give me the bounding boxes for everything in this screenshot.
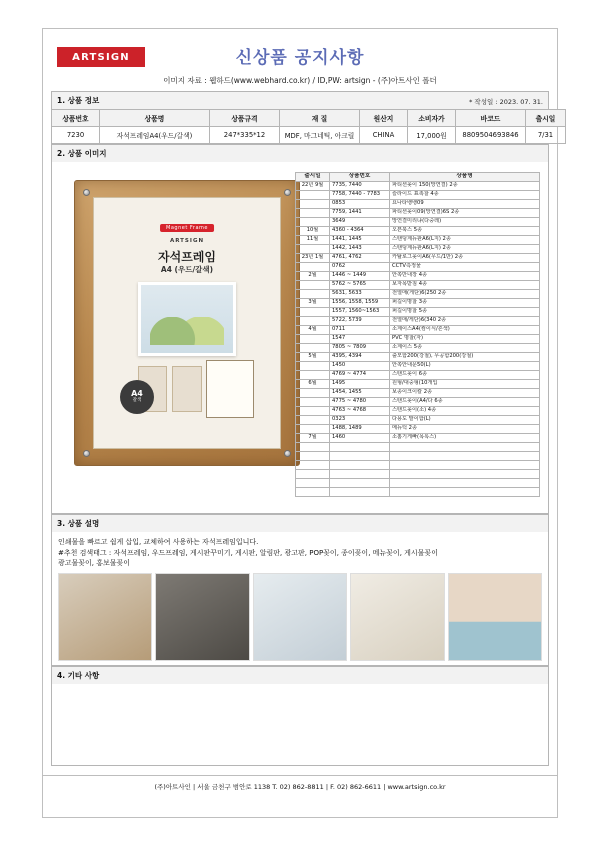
cell-release-month [296, 389, 330, 398]
table-row [296, 335, 540, 344]
cell-release-month [296, 218, 330, 227]
col-release-month: 출시일 [296, 173, 330, 182]
cell-product-no: 7230 [52, 127, 100, 144]
cell-release-number: 4360 - 4364 [330, 227, 390, 236]
photo-thumb [172, 366, 201, 412]
cell-release-month [296, 335, 330, 344]
cell-release-number: 1547 [330, 335, 390, 344]
screw-icon [83, 450, 90, 457]
cell-release-name: 스탠드꽂이(A4/다 6종 [390, 398, 540, 407]
cell-release-number: 1488, 1489 [330, 425, 390, 434]
cell-release-number: 3649 [330, 218, 390, 227]
table-row [296, 344, 540, 353]
table-row [296, 488, 540, 497]
table-row [296, 191, 540, 200]
table-row [52, 127, 566, 144]
cell-barcode: 8809504693846 [456, 127, 526, 144]
cell-release-number: 1441, 1445 [330, 236, 390, 245]
cell-release-month: 6월 [296, 380, 330, 389]
table-row [296, 245, 540, 254]
cell-release-number: 1460 [330, 434, 390, 443]
cell-release-month [296, 479, 330, 488]
cell-release-number: 1442, 1443 [330, 245, 390, 254]
cell-release-month [296, 290, 330, 299]
cell-release-number: 7805 ~ 7809 [330, 344, 390, 353]
cell-release-number: 5631, 5633 [330, 290, 390, 299]
cell-release-name: 퍼길이명찰 3종 [390, 299, 540, 308]
description-tags-line-2: 광고물꽂이, 홍보물꽂이 [58, 559, 131, 567]
table-row [296, 272, 540, 281]
table-header-row [52, 110, 566, 127]
cell-release-name: 스탠딩계뉴판A6(L지) 2종 [390, 236, 540, 245]
footer-text: (주)아트사인 | 서울 금천구 범안로 1138 T. 02) 862-8811 | F. 02) 862-6611 | www.artsign.co.kr [154, 783, 446, 791]
col-release-number: 상품번호 [330, 173, 390, 182]
cell-release-month [296, 209, 330, 218]
cell-release-number: 4395, 4394 [330, 353, 390, 362]
description-gallery [58, 573, 542, 661]
product-image-section [51, 162, 549, 514]
cell-release-name: 보종이크이칼 2종 [390, 389, 540, 398]
cell-release-name: 원형/대중형(10개입 [390, 380, 540, 389]
screw-icon [83, 189, 90, 196]
photo-ribbon-label: Magnet Frame [160, 224, 214, 232]
size-badge [120, 380, 154, 414]
table-row [296, 326, 540, 335]
cell-release-month [296, 317, 330, 326]
cell-release-month [296, 191, 330, 200]
cell-release-month: 10월 [296, 227, 330, 236]
table-row [296, 434, 540, 443]
table-row [296, 407, 540, 416]
cell-release-month [296, 308, 330, 317]
cell-release-month: 22년 9월 [296, 182, 330, 191]
cell-release-name [390, 452, 540, 461]
photo-product-sub: A4 (우드/갈색) [160, 265, 214, 274]
table-row [296, 263, 540, 272]
table-row [296, 380, 540, 389]
cell-release-month [296, 245, 330, 254]
size-badge-bottom: 갈색 [132, 397, 142, 403]
screw-icon [284, 189, 291, 196]
cell-release-number: 7759, 1441 [330, 209, 390, 218]
photo-brand-label: ARTSIGN [169, 238, 205, 244]
table-row [296, 371, 540, 380]
cell-release-name: 카탈로그꽂이A6(우드/1만) 2종 [390, 254, 540, 263]
cell-release-number: 0323 [330, 416, 390, 425]
table-row [296, 281, 540, 290]
table-row [296, 236, 540, 245]
cell-release-name: 요나타뱅뱅09 [390, 200, 540, 209]
section-header-etc: 4. 기타 사항 [51, 666, 549, 684]
cell-release-name: 파티션꽂이 150(망연결) 2종 [390, 182, 540, 191]
cell-release-number: 0711 [330, 326, 390, 335]
table-row [296, 218, 540, 227]
cell-release-month [296, 200, 330, 209]
cell-release-month: 4월 [296, 326, 330, 335]
table-row [296, 299, 540, 308]
cell-price: 17,000원 [408, 127, 456, 144]
section-header-image: 2. 상품 이미지 [51, 144, 549, 162]
gallery-image [155, 573, 249, 661]
table-row [296, 452, 540, 461]
cell-material: MDF, 마그네틱, 아크릴 [280, 127, 360, 144]
cell-release-number: 1556, 1558, 1559 [330, 299, 390, 308]
col-release-name: 상품명 [390, 173, 540, 182]
cell-release-name [390, 479, 540, 488]
cell-release-month [296, 263, 330, 272]
description-block [51, 532, 549, 666]
cell-release-name: 스탠딩계뉴판A6(L지) 2종 [390, 245, 540, 254]
table-row [296, 353, 540, 362]
table-header-row [296, 173, 540, 182]
cell-release-month [296, 452, 330, 461]
document-sheet [42, 28, 558, 818]
cell-release-number: 4775 ~ 4780 [330, 398, 390, 407]
cell-release-month [296, 344, 330, 353]
cell-release-number: 5762 ~ 5765 [330, 281, 390, 290]
gallery-image [350, 573, 444, 661]
cell-release-month: 2월 [296, 272, 330, 281]
description-line-1: 인쇄물을 빠르고 쉽게 삽입, 교체하여 사용하는 자석프레임입니다. [58, 538, 259, 546]
table-row [296, 479, 540, 488]
release-history-table [295, 172, 540, 497]
cell-release-month [296, 443, 330, 452]
cell-release-name: 안쪽안내문50(L) [390, 362, 540, 371]
cell-release-name: 보자목받침 4종 [390, 281, 540, 290]
page-title: 신상품 공지사항 [235, 48, 365, 68]
col-barcode: 바코드 [456, 110, 526, 127]
cell-release-name: 소계이스 5종 [390, 344, 540, 353]
table-row [296, 461, 540, 470]
cell-release-name: 안쪽만내장 4종 [390, 272, 540, 281]
table-row [296, 182, 540, 191]
col-product-spec: 상품규격 [210, 110, 280, 127]
cell-release-name: 슬라이드 표촉찰 4종 [390, 191, 540, 200]
table-row [296, 200, 540, 209]
col-material: 재 질 [280, 110, 360, 127]
created-date: * 작성일 : 2023. 07. 31. [469, 98, 543, 106]
cell-release-number: 0762 [330, 263, 390, 272]
cell-release-month [296, 281, 330, 290]
document-footer [42, 775, 558, 791]
cell-release-month [296, 461, 330, 470]
cell-release-number: 1446 ~ 1449 [330, 272, 390, 281]
screw-icon [284, 450, 291, 457]
cell-release-number: 0853 [330, 200, 390, 209]
product-photo [74, 180, 300, 466]
cell-release-month [296, 398, 330, 407]
cell-release-month [296, 407, 330, 416]
size-badge-top: A4 [131, 389, 143, 399]
cell-release-month [296, 416, 330, 425]
cell-product-name: 자석프레임A4(우드/갈색) [100, 127, 210, 144]
table-row [296, 443, 540, 452]
table-row [296, 209, 540, 218]
gallery-image [448, 573, 542, 661]
cell-release-number: 4769 ~ 4774 [330, 371, 390, 380]
section-header-description: 3. 상품 설명 [51, 514, 549, 532]
cell-release-name: 파티션꽂이09(망연결)6S 2종 [390, 209, 540, 218]
cell-release-month [296, 425, 330, 434]
release-rows-body [296, 182, 540, 497]
cell-release-month: 3월 [296, 299, 330, 308]
cell-release-name: 퍼길이명찰 5종 [390, 308, 540, 317]
cell-release-month: 5월 [296, 353, 330, 362]
cell-release-number [330, 443, 390, 452]
cell-release-month [296, 371, 330, 380]
source-line: 이미지 자료 : 웹하드(www.webhard.co.kr) / ID,PW: artsign - (주)아트사인 폴더 [163, 76, 437, 85]
cell-release-name [390, 488, 540, 497]
cell-release-name [390, 443, 540, 452]
cell-release-number: 1450 [330, 362, 390, 371]
cell-release-name: 메뉴턱 2종 [390, 425, 540, 434]
table-row [296, 389, 540, 398]
gallery-image [58, 573, 152, 661]
table-row [296, 290, 540, 299]
cell-release-date: 7/31 [526, 127, 566, 144]
cell-release-name [390, 470, 540, 479]
table-row [296, 416, 540, 425]
cell-release-month [296, 470, 330, 479]
cell-release-number [330, 488, 390, 497]
gallery-image [253, 573, 347, 661]
cell-release-name: CCTV측정물 [390, 263, 540, 272]
photo-scene-image [138, 282, 236, 356]
table-row [296, 362, 540, 371]
table-row [296, 254, 540, 263]
cell-release-number [330, 479, 390, 488]
col-product-name: 상품명 [100, 110, 210, 127]
cell-release-number: 4761, 4762 [330, 254, 390, 263]
cell-product-spec: 247*335*12 [210, 127, 280, 144]
cell-release-number: 7735, 7440 [330, 182, 390, 191]
footer-divider [42, 775, 558, 776]
cell-release-name: 전열매/게단)6(340 2종 [390, 317, 540, 326]
cell-release-name: 망연결미리냐(다중레) [390, 218, 540, 227]
cell-release-name: 소홈기게빠(목록스) [390, 434, 540, 443]
section-header-info: 1. 상품 정보 [51, 91, 549, 109]
cell-release-month [296, 488, 330, 497]
cell-release-name: 스탠드꽂이(소) 4종 [390, 407, 540, 416]
etc-empty-box [51, 684, 549, 766]
cell-release-name: 소계이스A4(컴이식/흔색) [390, 326, 540, 335]
cell-release-number: 1495 [330, 380, 390, 389]
col-release-date: 출시일 [526, 110, 566, 127]
description-tags-line: #추천 검색태그 : 자석프레임, 우드프레임, 게시판꾸미기, 게시판, 알림판, 광고판, POP꽂이, 종이꽂이, 메뉴꽂이, 게시물꽂이 [58, 548, 438, 557]
product-info-table [51, 109, 566, 144]
cell-origin: CHINA [360, 127, 408, 144]
cell-release-name: 출모함200(강철), 무공함200(강철) [390, 353, 540, 362]
photo-product-name: 자석프레임 [158, 250, 216, 264]
cell-release-number [330, 470, 390, 479]
cell-release-number: 7758, 7440 - 7783 [330, 191, 390, 200]
cell-release-number [330, 461, 390, 470]
cell-release-number: 4763 ~ 4768 [330, 407, 390, 416]
cell-release-name [390, 461, 540, 470]
artsign-logo: ARTSIGN [57, 47, 145, 67]
col-price: 소비자가 [408, 110, 456, 127]
cell-release-name: 스탠드꽂이 6종 [390, 371, 540, 380]
table-row [296, 470, 540, 479]
col-origin: 원산지 [360, 110, 408, 127]
cell-release-name: 전열매(게단)6(250 2종 [390, 290, 540, 299]
table-row [296, 227, 540, 236]
cell-release-name: 다용도 말이함(L) [390, 416, 540, 425]
cell-release-number: 1454, 1455 [330, 389, 390, 398]
cell-release-number [330, 452, 390, 461]
cell-release-month: 23년 1월 [296, 254, 330, 263]
cell-release-number: 5722, 5739 [330, 317, 390, 326]
table-row [296, 425, 540, 434]
photo-spec-box [206, 360, 254, 418]
table-row [296, 317, 540, 326]
cell-release-month: 7월 [296, 434, 330, 443]
cell-release-month [296, 362, 330, 371]
table-row [296, 308, 540, 317]
cell-release-number: 1557, 1560~1563 [330, 308, 390, 317]
photo-inner-panel [93, 197, 281, 449]
col-product-no: 상품번호 [52, 110, 100, 127]
cell-release-month: 11월 [296, 236, 330, 245]
cell-release-name: 오픈북스 5종 [390, 227, 540, 236]
table-row [296, 398, 540, 407]
cell-release-name: PVC 명찰(자) [390, 335, 540, 344]
